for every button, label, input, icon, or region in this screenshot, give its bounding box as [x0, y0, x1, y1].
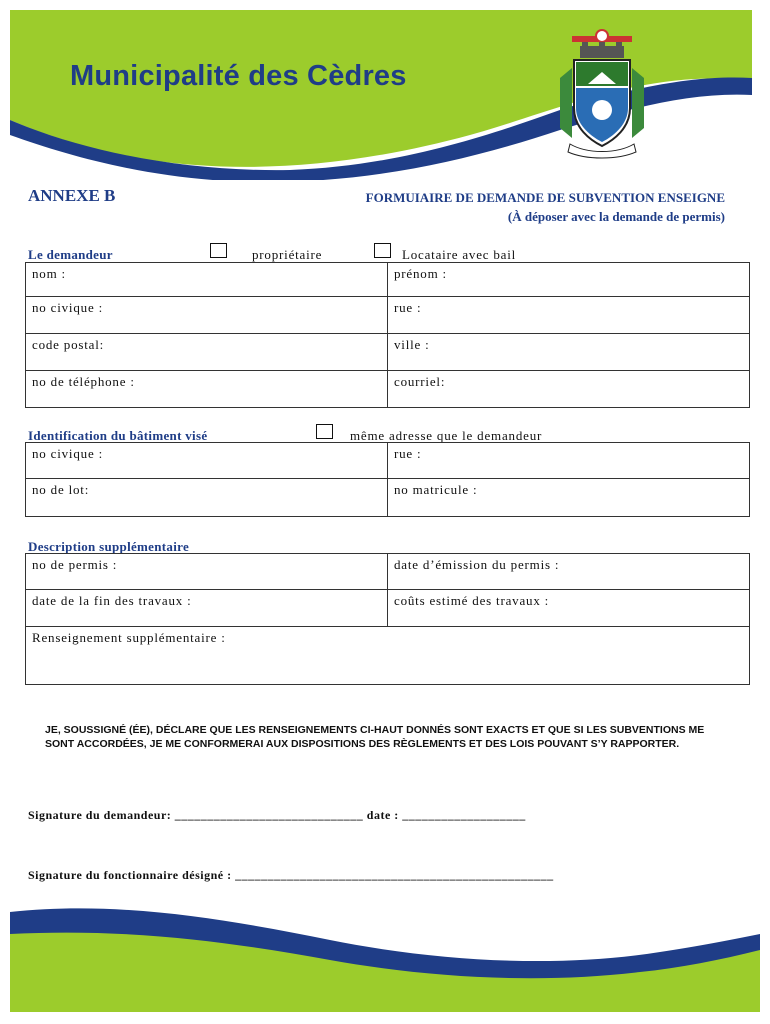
street-field[interactable]: rue : — [388, 297, 750, 334]
building-civic-number-field[interactable]: no civique : — [26, 443, 388, 479]
table-row — [26, 443, 750, 479]
postal-code-field[interactable]: code postal: — [26, 334, 388, 371]
city-field[interactable]: ville : — [388, 334, 750, 371]
table-row — [26, 590, 750, 627]
table-row — [26, 479, 750, 517]
permit-issue-date-field[interactable]: date d’émission du permis : — [388, 554, 750, 590]
building-street-field[interactable]: rue : — [388, 443, 750, 479]
municipal-coat-of-arms-icon — [552, 28, 652, 160]
roll-number-field[interactable]: no matricule : — [388, 479, 750, 517]
permit-number-field[interactable]: no de permis : — [26, 554, 388, 590]
table-row — [26, 334, 750, 371]
civic-number-field[interactable]: no civique : — [26, 297, 388, 334]
name-field[interactable]: nom : — [26, 263, 388, 297]
demandeur-section-label: Le demandeur — [28, 247, 113, 262]
table-row — [26, 297, 750, 334]
work-end-date-field[interactable]: date de la fin des travaux : — [26, 590, 388, 627]
form-title-main: FORMUIAIRE DE DEMANDE DE SUBVENTION ENSEIGNE — [365, 190, 725, 205]
building-table — [25, 442, 750, 517]
same-address-option-label: même adresse que le demandeur — [350, 428, 543, 443]
lot-number-field[interactable]: no de lot: — [26, 479, 388, 517]
applicant-signature-line[interactable]: Signature du demandeur: _____________________________ date : ___________________ — [28, 808, 526, 822]
email-field[interactable]: courriel: — [388, 371, 750, 408]
footer-wave-banner — [0, 894, 770, 1024]
official-signature-line[interactable]: Signature du fonctionnaire désigné : _________________________________________________ — [28, 868, 554, 882]
form-title — [366, 188, 725, 226]
phone-field[interactable]: no de téléphone : — [26, 371, 388, 408]
table-row — [26, 554, 750, 590]
additional-info-field[interactable]: Renseignement supplémentaire : — [26, 627, 750, 685]
declaration-text: JE, SOUSSIGNÉ (ÉE), DÉCLARE QUE LES RENSEIGNEMENTS CI-HAUT DONNÉS SONT EXACTS ET QUE SI LES SUBVENTIONS ME SONT ACCORDÉES, JE ME CONFORMERAI AUX DISPOSITIONS DES RÈGLEMENTS ET DES LOIS POUVANT S’Y RAPPORTER. — [45, 724, 705, 750]
table-row — [26, 371, 750, 408]
building-section-label: Identification du bâtiment visé — [28, 428, 208, 443]
description-table — [25, 553, 750, 685]
table-row — [26, 627, 750, 685]
demandeur-table — [25, 262, 750, 408]
tenant-option-label: Locataire avec bail — [402, 247, 517, 262]
estimated-cost-field[interactable]: coûts estimé des travaux : — [388, 590, 750, 627]
annexe-label: ANNEXE B — [28, 186, 116, 205]
same-address-checkbox[interactable] — [316, 424, 333, 439]
owner-option-label: propriétaire — [252, 247, 323, 262]
tenant-checkbox[interactable] — [374, 243, 391, 258]
municipality-title: Municipalité des Cèdres — [70, 60, 407, 92]
owner-checkbox[interactable] — [210, 243, 227, 258]
table-row — [26, 263, 750, 297]
description-section-label: Description supplémentaire — [28, 539, 190, 554]
firstname-field[interactable]: prénom : — [388, 263, 750, 297]
form-subtitle: (À déposer avec la demande de permis) — [507, 209, 725, 224]
